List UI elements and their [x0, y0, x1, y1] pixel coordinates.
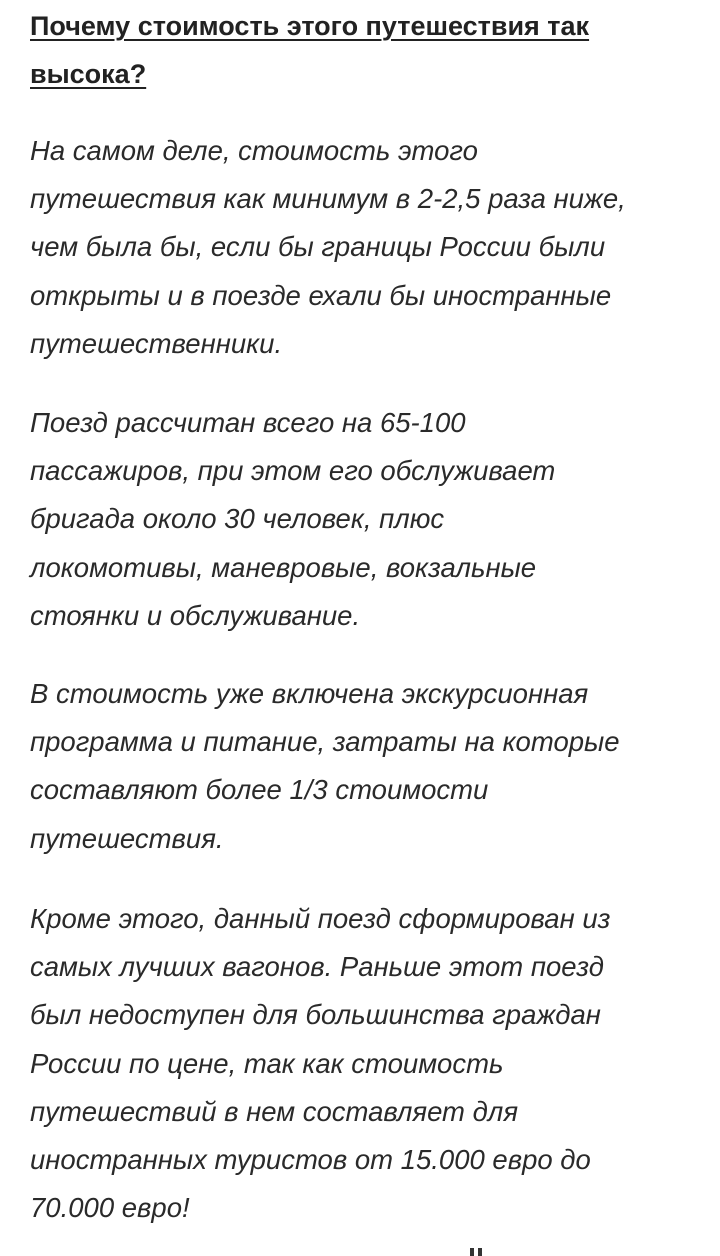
heading-line: Почему стоимость этого путешествия так — [30, 11, 590, 41]
paragraph-line: путешествий в нем составляет для — [30, 1095, 519, 1127]
paragraph-line: чем была бы, если бы границы России были — [30, 231, 606, 263]
paragraph-line: программа и питание, затраты на которые — [30, 726, 620, 758]
paragraph-line: путешествия как минимум в 2-2,5 раза ниже, — [30, 183, 626, 215]
article-content — [30, 0, 694, 1224]
paragraph-line: открыты и в поезде ехали бы иностранные — [30, 279, 612, 311]
paragraph-line: В стоимость уже включена экскурсионная — [30, 678, 589, 709]
paragraph-line: 70.000 евро! — [30, 1192, 190, 1224]
paragraph-travel-cost — [30, 127, 626, 368]
paragraph-line: Кроме этого, данный поезд сформирован из — [30, 903, 611, 934]
paragraph-line: локомотивы, маневровые, вокзальные — [30, 551, 537, 583]
paragraph-line: На самом деле, стоимость этого — [30, 135, 478, 166]
paragraph-line: Поезд рассчитан всего на 65-100 — [30, 407, 466, 438]
cut-off-next-text — [470, 1248, 486, 1256]
paragraph-line: самых лучших вагонов. Раньше этот поезд — [30, 951, 604, 983]
paragraph-best-carriages — [30, 895, 610, 1232]
paragraph-line: путешествия. — [30, 822, 224, 854]
paragraph-line: составляют более 1/3 стоимости — [30, 774, 489, 806]
paragraph-line: пассажиров, при этом его обслуживает — [30, 455, 556, 487]
heading-line: высока? — [30, 59, 147, 89]
paragraph-line: России по цене, так как стоимость — [30, 1047, 504, 1079]
paragraph-train-capacity — [30, 399, 555, 640]
paragraph-line: путешественники. — [30, 327, 283, 359]
article-heading — [30, 0, 694, 98]
paragraph-included-services — [30, 670, 620, 863]
paragraph-line: иностранных туристов от 15.000 евро до — [30, 1144, 591, 1176]
paragraph-line: был недоступен для большинства граждан — [30, 999, 601, 1031]
paragraph-line: бригада около 30 человек, плюс — [30, 503, 445, 535]
paragraph-line: стоянки и обслуживание. — [30, 599, 361, 631]
